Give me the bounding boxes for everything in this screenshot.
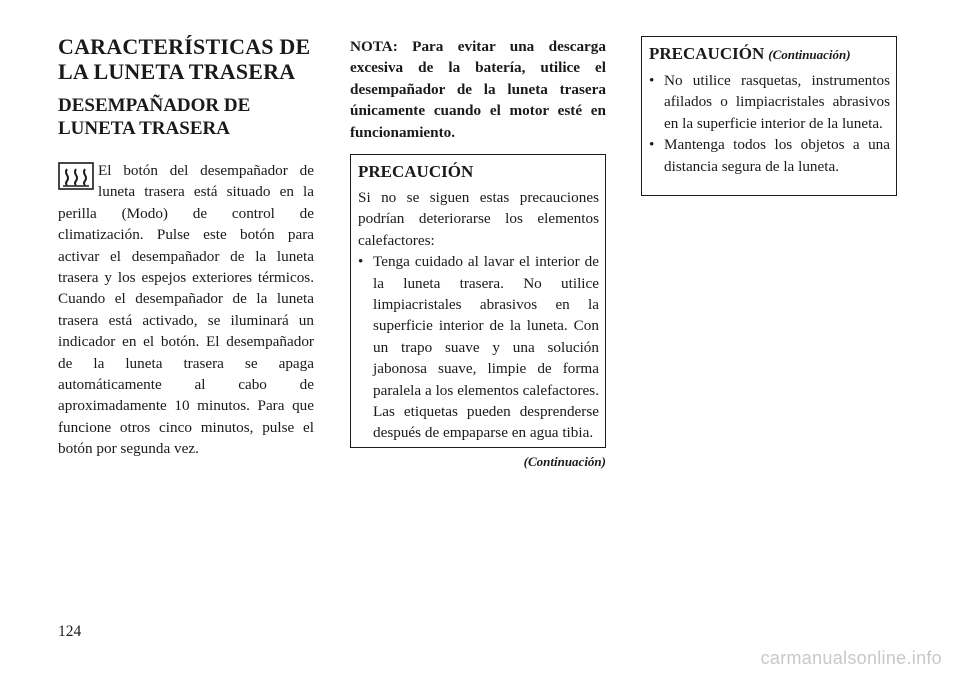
caution-title: PRECAUCIÓN (Continuación) [649,44,851,63]
subsection-title: DESEMPAÑADOR DE LUNETA TRASERA [58,95,251,139]
body-paragraph: El botón del desempañador de luneta trasera está situado en la perilla (Modo) de control de climatización. Pulse este botón para activar el desempañador de la luneta trasera y los espejos exteriores térmicos. Cuando el desempañador de la luneta trasera está activado, se iluminará un indicador en el botón. El desempañador de la luneta trasera se apaga automáticamente al cabo de aproximadamente 10 minutos. Para que funcione otros cinco minutos, pulse el botón por segunda vez. [58,162,314,458]
caution-item: • Tenga cuidado al lavar el interior de la luneta trasera. No utilice limpiacristales abrasivos en la superficie interior de la luneta. Con un trapo suave y una solución jabonosa suave, limpie de forma paralela a los elementos calefactores. Las etiquetas pueden desprenderse después de empaparse en agua tibia. [358,253,599,442]
caution-box-continued [641,36,897,196]
section-title: CARACTERÍSTICAS DE LA LUNETA TRASERA [58,34,311,84]
continuation-label: (Continuación) [523,454,606,469]
watermark: carmanualsonline.info [760,648,942,668]
caution-item: • No utilice rasquetas, instrumentos afilados o limpiacristales abrasivos en la superficie interior de la luneta. [649,72,890,132]
caution-list [358,251,599,444]
caution-item: • Mantenga todos los objetos a una distancia segura de la luneta. [649,136,890,175]
page-number: 124 [58,623,82,640]
caution-title: PRECAUCIÓN [358,162,474,181]
caution-list [649,70,890,177]
nota-text: NOTA: Para evitar una descarga excesiva de la batería, utilice el desempañador de la luneta trasera únicamente cuando el motor esté en funcionamiento. [350,38,606,141]
caution-intro: Si no se siguen estas precauciones podrían deteriorarse los elementos calefactores: [358,189,599,249]
caution-title-suffix: (Continuación) [768,47,851,62]
caution-box [350,154,606,448]
